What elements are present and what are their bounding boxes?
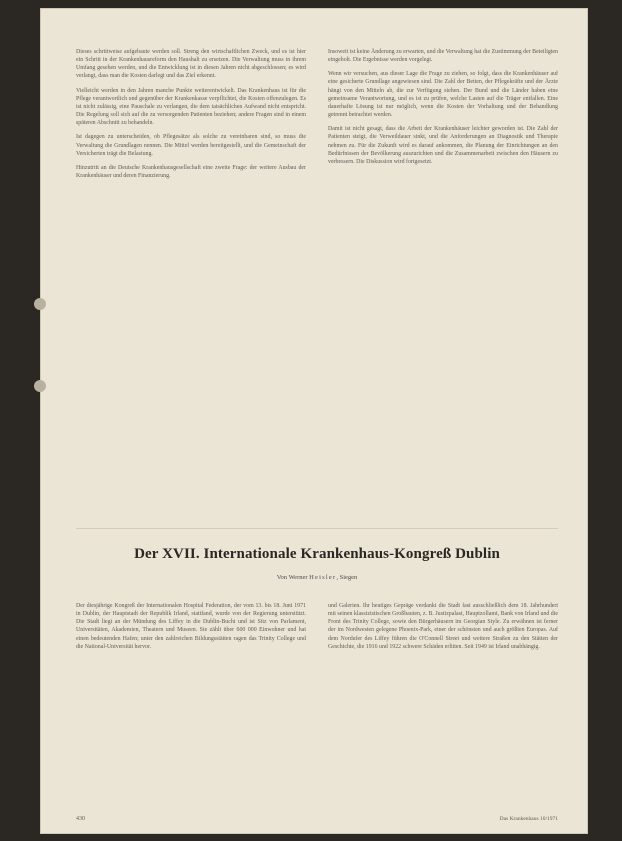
paragraph: Ist dagegen zu unterscheiden, ob Pflegesätze als solche zu vereinbaren sind, so muss die Verwaltung die Grundlagen nennen. Die Mittel werden bereitgestellt, und die Gemeinschaft der Versicherten trägt die Belastung. — [76, 134, 306, 157]
byline-suffix: , Siegen — [336, 574, 358, 581]
upper-left-column — [76, 48, 306, 186]
paragraph: Insoweit ist keine Änderung zu erwarten, und die Verwaltung hat die Zustimmung der Beteiligten eingeholt. Die Ergebnisse werden vorgelegt. — [328, 49, 558, 64]
journal-reference: Das Krankenhaus 10/1971 — [499, 816, 558, 822]
document-page — [40, 8, 588, 834]
byline-prefix: Von Werner — [276, 574, 308, 581]
page-number: 430 — [76, 816, 85, 822]
lower-left-column — [76, 602, 306, 657]
article-title: Der XVII. Internationale Krankenhaus-Kongreß Dublin — [134, 546, 500, 562]
paragraph: Vielleicht werden in den Jahren manche Punkte weiterentwickelt. Das Krankenhaus ist für die Pflege verantwortlich und gegenüber der Krankenkasse verpflichtet, die Kosten offenzulegen. Es ist nicht zulässig, eine Pauschale zu verlangen, die dem tatsächlichen Aufwand nicht entspricht. Die Regelung soll sich auf die zu versorgenden Patienten beziehen; andere Fragen sind in einem späteren Abschnitt zu behandeln. — [76, 87, 306, 127]
punch-hole — [34, 298, 46, 310]
paragraph: Der diesjährige Kongreß der Internationalen Hospital Federation, der vom 13. bis 18. Juni 1971 in Dublin, der Hauptstadt der Republik Irland, stattfand, wurde von der Regierung unterstützt. Die Stadt liegt an der Mündung des Liffey in die Dublin-Bucht und ist Sitz von Parlament, Universitäten, Akademien, Theatern und Museen. Sie zählt über 600 000 Einwohner und hat einen bedeutenden Hafen; unter den zahlreichen Bildungsstätten ragen das Trinity College und die National-Universität hervor. — [76, 603, 306, 650]
paragraph: Dieses schrittweise aufgebaute werden soll. Streng den wirtschaftlichen Zweck, und es ist hier ein Schritt in der Krankenhausreform den Haushalt zu ersetzen. Die Verwaltung muss in ihrem Umfang gesehen werden, und die Entwicklung ist in diesen Jahren nicht abgeschlossen; es wird verlangt, dass man die Kosten darlegt und das Ziel erkennt. — [76, 49, 306, 80]
article-byline — [76, 574, 558, 581]
paragraph: Hinzutritt an die Deutsche Krankenhausgesellschaft eine zweite Frage: der weitere Ausbau der Krankenhäuser und deren Finanzierung. — [76, 164, 306, 180]
paragraph: und Galerien. Ihr heutiges Gepräge verdankt die Stadt fast ausschließlich dem 18. Jahrhundert mit seinen klassizistischen Großbauten, z. B. Justizpalast, Hauptzollamt, Bank von Irland und die Front des Trinity College, sowie den Bürgerhäusern im Georgian Style. Zu erwähnen ist ferner der im Nordwesten gelegene Phoenix-Park, einer der schönsten und auch größten Europas. Auf dem Nordufer des Liffey führen die O'Connell Street und weitere Straßen zu den Stätten der Geschichte, die 1916 und 1922 schwere Schäden erlitten. Seit 1949 ist Irland unabhängig. — [328, 603, 558, 650]
punch-hole — [34, 380, 46, 392]
section-divider — [76, 528, 558, 529]
author-name: Heisler — [309, 574, 337, 581]
paragraph: Damit ist nicht gesagt, dass die Arbeit der Krankenhäuser leichter geworden ist. Die Zahl der Patienten steigt, die Verweildauer sinkt, und die Anforderungen an Diagnostik und Therapie nehmen zu. Für die Zukunft wird es darauf ankommen, die Planung der Einrichtungen an den Bedürfnissen der Bevölkerung auszurichten und die Zusammenarbeit zwischen den Häusern zu verbessern. Die Diskussion wird fortgesetzt. — [328, 126, 558, 165]
upper-right-column — [328, 48, 558, 172]
paragraph: Wenn wir versuchen, aus dieser Lage die Frage zu ziehen, so folgt, dass die Krankenhäuser auf eine gesicherte Grundlage angewiesen sind. Die Zahl der Betten, der Pflegekräfte und der Ärzte hängt von den Mitteln ab, die zur Verfügung stehen. Der Bund und die Länder haben eine gemeinsame Verantwortung, und es ist zu prüfen, welche Lasten auf die Träger entfallen. Eine dauerhafte Lösung ist nur möglich, wenn die Kosten der Vorhaltung und der Behandlung getrennt betrachtet werden. — [328, 71, 558, 119]
lower-right-column — [328, 602, 558, 657]
